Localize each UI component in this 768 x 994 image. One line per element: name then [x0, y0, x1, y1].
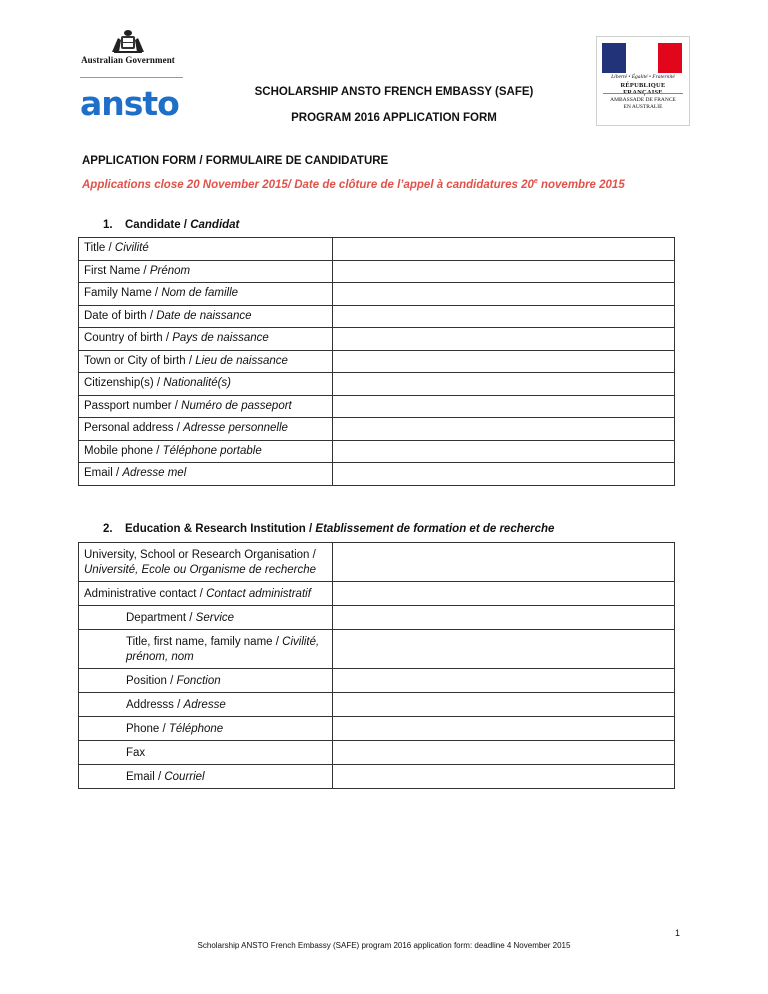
form-row [79, 418, 675, 441]
field-label [79, 630, 333, 669]
field-label-en: Email / [126, 771, 165, 783]
field-label-en: Family Name / [84, 287, 162, 299]
field-label [79, 717, 333, 741]
form-row [79, 693, 675, 717]
field-value[interactable] [333, 630, 675, 669]
field-value[interactable] [333, 260, 675, 283]
field-label-fr: Fonction [176, 675, 221, 687]
field-label-fr: Nationalité(s) [163, 377, 231, 389]
field-label [79, 765, 333, 789]
field-value[interactable] [333, 582, 675, 606]
section-title: Candidate / [125, 219, 191, 231]
field-label-en: First Name / [84, 264, 150, 277]
field-label-en: Citizenship(s) / [84, 377, 164, 389]
form-row [79, 741, 675, 765]
form-row [79, 669, 675, 693]
form-row [79, 283, 675, 306]
field-label-fr: Prénom [149, 264, 191, 277]
deadline-text: Applications close 20 November 2015/ Date de clôture de l’appel à candidatures 20 [82, 178, 534, 191]
field-label-fr: Nom de famille [161, 287, 239, 299]
field-label [79, 582, 333, 606]
field-value[interactable] [333, 693, 675, 717]
field-label-en: Mobile phone / [84, 444, 163, 457]
field-label-en: Phone / [126, 723, 169, 735]
field-label-fr: Téléphone [168, 723, 224, 735]
australian-government-logo [72, 28, 184, 65]
page-number: 1 [675, 928, 681, 938]
form-row [79, 765, 675, 789]
field-label-en: Personal address / [84, 422, 184, 434]
form-row [79, 582, 675, 606]
field-label [79, 395, 333, 418]
form-row [79, 606, 675, 630]
field-label [79, 260, 333, 283]
field-label [79, 283, 333, 306]
field-label-fr: Service [195, 612, 235, 624]
field-label-fr: Adresse [183, 699, 226, 711]
form-row [79, 463, 675, 486]
field-label-en: Fax [126, 747, 146, 759]
form-row [79, 440, 675, 463]
field-label-en: Title, first name, family name / [126, 636, 283, 648]
form-row [79, 543, 675, 582]
field-value[interactable] [333, 395, 675, 418]
field-label-fr: Université, Ecole ou Organisme de recherche [84, 564, 317, 576]
field-value[interactable] [333, 717, 675, 741]
field-label [79, 463, 333, 486]
fr-embassy-text [600, 97, 686, 111]
field-label-fr: Contact administratif [206, 588, 311, 600]
form-row [79, 395, 675, 418]
field-value[interactable] [333, 669, 675, 693]
field-label-fr: Adresse mel [122, 467, 187, 479]
field-label-en: Administrative contact / [84, 588, 207, 600]
form-row [79, 305, 675, 328]
field-label [79, 328, 333, 351]
french-flag-icon [602, 43, 682, 73]
field-label [79, 305, 333, 328]
field-value[interactable] [333, 543, 675, 582]
field-value[interactable] [333, 328, 675, 351]
fr-embassy-line2: EN AUSTRALIE [623, 104, 663, 110]
deadline-sup: e [533, 178, 538, 185]
field-value[interactable] [333, 238, 675, 261]
candidate-table [78, 237, 675, 486]
field-value[interactable] [333, 283, 675, 306]
fr-republic: RÉPUBLIQUE [620, 82, 666, 89]
field-label-en: Department / [126, 612, 196, 624]
fr-logo-divider [603, 93, 683, 94]
fr-embassy-line1: AMBASSADE DE FRANCE [610, 97, 676, 103]
field-label [79, 418, 333, 441]
form-title: APPLICATION FORM / FORMULAIRE DE CANDIDATURE [82, 155, 389, 167]
section-number: 1. [103, 219, 113, 231]
field-label-en: Position / [126, 675, 177, 687]
field-label-en: Country of birth / [84, 332, 173, 344]
logo-divider [80, 77, 183, 78]
field-label [79, 741, 333, 765]
ansto-logo: ansto [80, 84, 179, 123]
field-label [79, 238, 333, 261]
field-label-en: Email / [84, 467, 123, 479]
field-label-fr: Numéro de passeport [181, 399, 292, 412]
institution-table [78, 542, 675, 789]
fr-motto: Liberté • Égalité • Fraternité [611, 74, 675, 80]
field-value[interactable] [333, 305, 675, 328]
section-title: Education & Research Institution / [125, 523, 316, 535]
field-label-fr: Lieu de naissance [195, 354, 288, 367]
page-footer: Scholarship ANSTO French Embassy (SAFE) program 2016 application form: deadline 4 November 2015 [197, 941, 571, 950]
field-value[interactable] [333, 350, 675, 373]
french-embassy-logo [596, 36, 690, 126]
section-number: 2. [103, 523, 113, 535]
field-label-fr: Adresse personnelle [183, 422, 288, 434]
field-label-fr: Civilité, prénom, nom [126, 636, 320, 663]
field-label [79, 669, 333, 693]
section-2-heading [103, 523, 554, 535]
section-title-fr: Candidat [190, 219, 240, 231]
field-value[interactable] [333, 463, 675, 486]
gov-logo-text: Australian Government [81, 55, 175, 65]
field-label [79, 693, 333, 717]
field-label-en: Town or City of birth / [84, 354, 196, 367]
form-row [79, 260, 675, 283]
field-value[interactable] [333, 373, 675, 396]
field-value[interactable] [333, 765, 675, 789]
form-row [79, 328, 675, 351]
form-row [79, 630, 675, 669]
field-value[interactable] [333, 418, 675, 441]
field-label [79, 350, 333, 373]
form-row [79, 238, 675, 261]
section-title-fr: Etablissement de formation et de recherche [315, 523, 555, 535]
deadline-notice [82, 178, 625, 191]
header-title-line1: SCHOLARSHIP ANSTO FRENCH EMBASSY (SAFE) [254, 86, 534, 98]
form-row [79, 350, 675, 373]
field-label [79, 440, 333, 463]
field-label-fr: Téléphone portable [162, 444, 262, 457]
field-label-fr: Pays de naissance [172, 332, 269, 344]
header-title-line2: PROGRAM 2016 APPLICATION FORM [291, 112, 497, 124]
field-label-en: Addresss / [126, 699, 184, 711]
form-row [79, 373, 675, 396]
field-label-en: Title / [84, 242, 115, 254]
field-label [79, 606, 333, 630]
field-value[interactable] [333, 741, 675, 765]
field-label-fr: Date de naissance [156, 309, 252, 322]
field-label [79, 543, 333, 582]
deadline-text-end: novembre 2015 [537, 178, 625, 191]
field-value[interactable] [333, 440, 675, 463]
field-label-fr: Civilité [114, 242, 149, 254]
field-label-en: University, School or Research Organisation / [84, 549, 316, 561]
field-label-fr: Courriel [164, 771, 205, 783]
field-label [79, 373, 333, 396]
field-value[interactable] [333, 606, 675, 630]
field-label-en: Date of birth / [84, 309, 157, 322]
form-row [79, 717, 675, 741]
field-label-en: Passport number / [84, 399, 182, 412]
section-1-heading [103, 219, 239, 231]
coat-of-arms-icon [108, 28, 148, 54]
